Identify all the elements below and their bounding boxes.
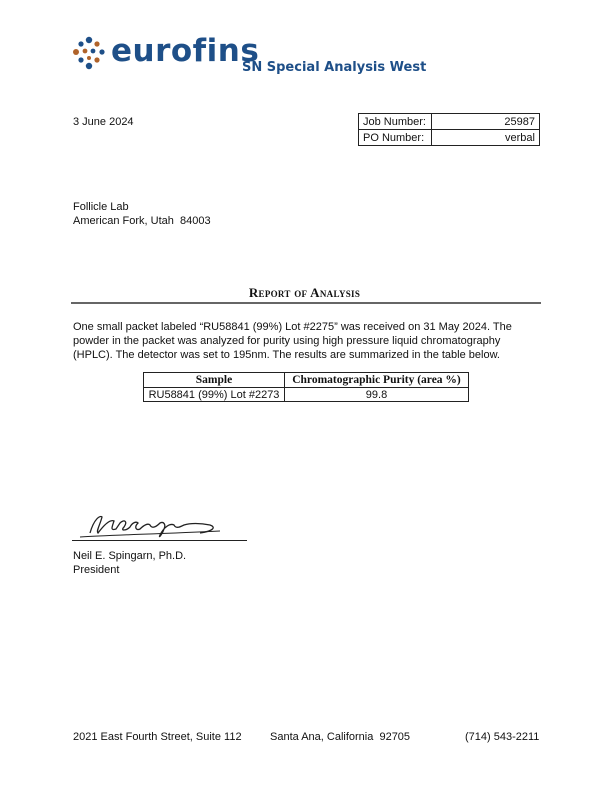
- division-name: SN Special Analysis West: [242, 60, 427, 75]
- eurofins-logo-icon: [72, 36, 106, 70]
- logo-wordmark: eurofins: [111, 33, 260, 69]
- header-sample: Sample: [144, 373, 285, 388]
- signer-block: [73, 549, 186, 577]
- purity-cell: 99.8: [285, 388, 469, 402]
- table-row: [144, 388, 469, 402]
- results-header-row: [144, 373, 469, 388]
- title-divider: [71, 302, 541, 304]
- footer-street: 2021 East Fourth Street, Suite 112: [73, 731, 242, 743]
- recipient-city: American Fork, Utah 84003: [73, 215, 211, 227]
- results-table: [143, 372, 469, 402]
- header-purity: Chromatographic Purity (area %): [285, 373, 469, 388]
- report-title: Report of Analysis: [248, 285, 361, 300]
- signature-line: [72, 540, 247, 541]
- po-number-value: verbal: [432, 130, 540, 146]
- footer-phone: (714) 543-2211: [465, 731, 540, 743]
- job-number-label: Job Number:: [359, 114, 432, 130]
- recipient-address: [73, 200, 211, 228]
- signer-title: President: [73, 564, 120, 576]
- job-number-value: 25987: [432, 114, 540, 130]
- po-number-row: [359, 130, 540, 146]
- po-number-label: PO Number:: [359, 130, 432, 146]
- report-date: 3 June 2024: [73, 116, 134, 128]
- sample-cell: RU58841 (99%) Lot #2273: [144, 388, 285, 402]
- report-body: One small packet labeled “RU58841 (99%) Lot #2275” was received on 31 May 2024. The powder in the packet was analyzed for purity using high pressure liquid chromatography (HPLC). The detector was set to 195nm. The results are summarized in the table below.: [73, 321, 512, 361]
- job-info-table: [358, 113, 540, 146]
- job-number-row: [359, 114, 540, 130]
- signer-name: Neil E. Spingarn, Ph.D.: [73, 550, 187, 562]
- recipient-name: Follicle Lab: [73, 201, 129, 213]
- signature-icon: [70, 505, 250, 545]
- footer-city: Santa Ana, California 92705: [270, 731, 411, 743]
